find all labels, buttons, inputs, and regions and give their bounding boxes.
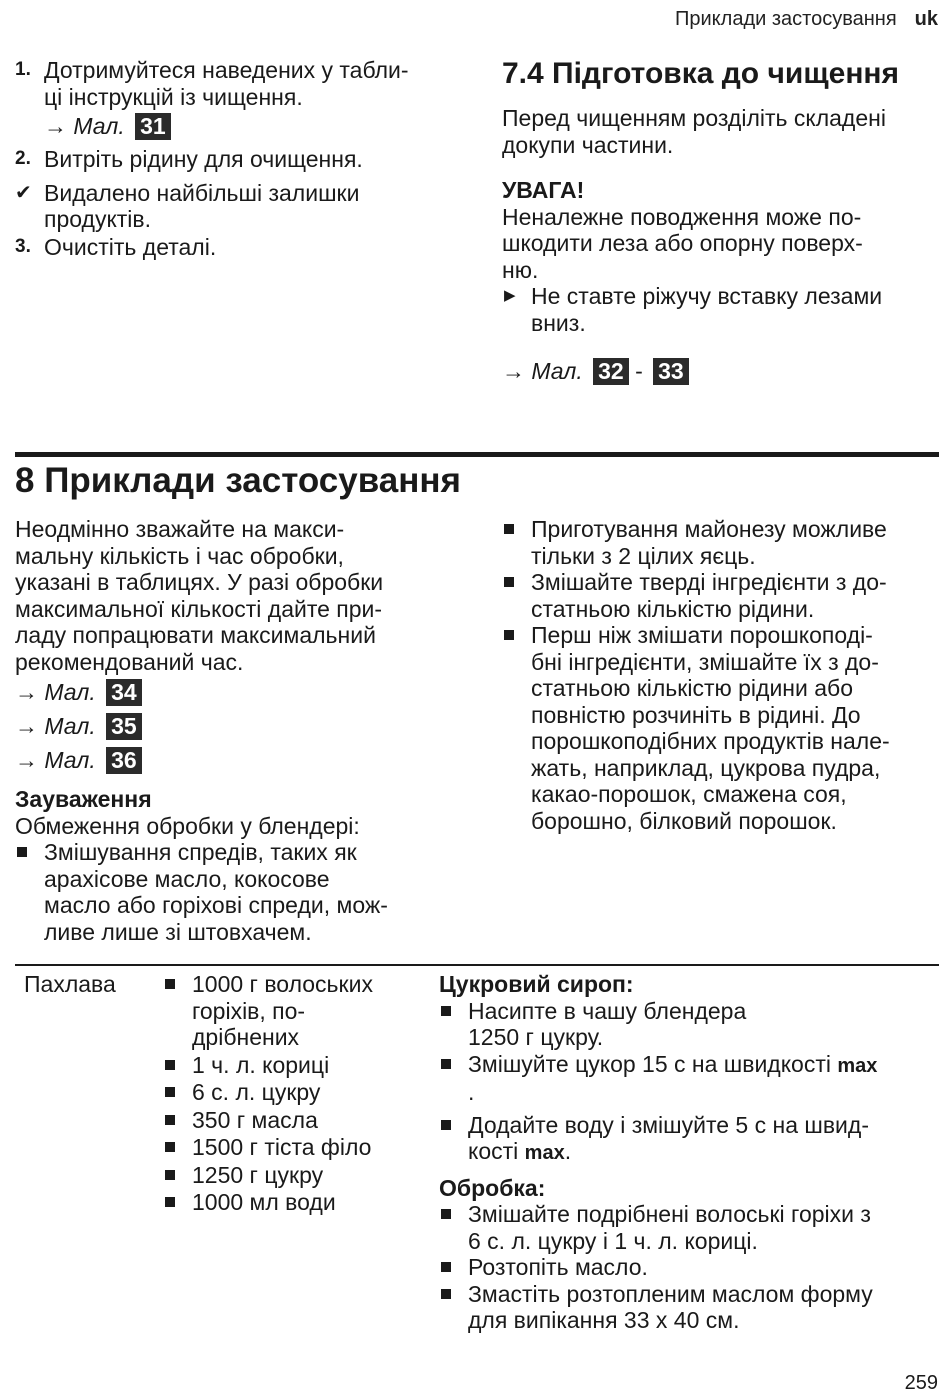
- figure-range-separator: -: [635, 358, 643, 384]
- instruction-line: Змішайте подрібнені волоські горіхи з: [468, 1201, 871, 1227]
- instruction-text: кості: [468, 1138, 519, 1164]
- instruction-line: 6 с. л. цукру і 1 ч. л. кориці.: [468, 1227, 758, 1254]
- section-divider: [15, 452, 939, 457]
- arrow-right-icon: →: [15, 679, 38, 705]
- bullet-line: Перш ніж змішати порошкоподі-: [531, 622, 873, 648]
- paragraph-line: Перед чищенням розділіть складені: [502, 105, 886, 131]
- bullet-line: Приготування майонезу можливе: [531, 516, 887, 542]
- note-title: Зауваження: [15, 786, 152, 812]
- paragraph-line: ладу попрацювати максимальний: [15, 622, 376, 648]
- instruction-line: 1250 г цукру.: [468, 1024, 604, 1050]
- paragraph-line: ню.: [502, 256, 539, 283]
- bullet-line: бні інгредієнти, змішайте їх з до-: [531, 648, 879, 675]
- bullet-line: масло або горіхові спреди, мож-: [44, 892, 388, 918]
- paragraph-line: докупи частини.: [502, 131, 674, 158]
- arrow-right-icon: →: [502, 358, 525, 384]
- recipe-name: Пахлава: [24, 971, 116, 997]
- square-bullet-icon: [165, 979, 175, 989]
- figure-reference: [15, 713, 445, 740]
- figure-label: Мал.: [44, 679, 96, 705]
- arrow-right-icon: →: [15, 747, 38, 773]
- figure-label: Мал.: [44, 747, 96, 773]
- bullet-line: какао-порошок, смажена соя,: [531, 781, 847, 807]
- figure-label: Мал.: [73, 113, 125, 139]
- paragraph-line: мальну кількість і час обробки,: [15, 542, 344, 569]
- ingredients-list: [163, 971, 423, 1216]
- figure-number-badge: 33: [653, 358, 689, 385]
- figure-number-badge: 32: [593, 358, 629, 385]
- bullet-line: порошкоподібних продуктів нале-: [531, 728, 890, 754]
- bullet-line: статньою кількістю рідини або: [531, 675, 853, 701]
- step-text-line: Очистіть деталі.: [44, 233, 217, 260]
- ingredient-line: дрібнених: [192, 1024, 300, 1050]
- speed-setting: max: [524, 1142, 565, 1164]
- figure-reference: [44, 113, 445, 140]
- square-bullet-icon: [165, 1197, 175, 1207]
- instruction-item: [439, 1112, 934, 1167]
- intro-paragraph: [15, 516, 445, 675]
- square-bullet-icon: [504, 630, 514, 640]
- paragraph-line: максимальної кількості дайте при-: [15, 595, 383, 622]
- bullet-line: повністю розчиніть в рідині. До: [531, 701, 861, 728]
- section-8-right: [502, 516, 938, 834]
- instruction-line: для випікання 33 x 40 см.: [468, 1307, 740, 1333]
- ingredient-line: 1500 г тіста філо: [192, 1134, 372, 1160]
- square-bullet-icon: [441, 1120, 451, 1130]
- speed-setting: max: [837, 1054, 878, 1077]
- instruction-line: Змастіть розтопленим маслом форму: [468, 1280, 873, 1307]
- paragraph-line: указані в таблицях. У разі обробки: [15, 569, 384, 595]
- bullet-item: [502, 516, 938, 569]
- ingredient-item: [163, 1079, 423, 1106]
- instruction-item: [439, 1201, 934, 1254]
- square-bullet-icon: [441, 1209, 451, 1219]
- ingredient-item: [163, 1134, 423, 1161]
- instruction-line: .: [468, 1079, 475, 1105]
- figure-number-badge: 31: [135, 113, 171, 140]
- note-bullet-item: [15, 839, 445, 945]
- square-bullet-icon: [441, 1059, 451, 1069]
- square-bullet-icon: [441, 1289, 451, 1299]
- step-1: [15, 57, 445, 140]
- paragraph-line: Неналежне поводження може по-: [502, 203, 862, 230]
- instruction-text: Змішуйте цукор 15 с на швидкості: [468, 1050, 831, 1077]
- checkmark-icon: ✔: [15, 181, 32, 204]
- ingredient-line: 1000 мл води: [192, 1189, 336, 1215]
- instruction-line: Розтопіть масло.: [468, 1254, 648, 1280]
- header-title: Приклади застосування: [675, 8, 897, 30]
- arrow-right-icon: →: [15, 713, 38, 739]
- ingredient-item: [163, 971, 423, 1051]
- paragraph-line: шкодити леза або опорну поверх-: [502, 230, 863, 256]
- figure-label: Мал.: [44, 713, 96, 739]
- note-text: Обмеження обробки у блендері:: [15, 812, 360, 839]
- step-text-line: Витріть рідину для очищення.: [44, 146, 363, 172]
- instruction-line: Насипте в чашу блендера: [468, 997, 747, 1024]
- figure-reference: [502, 358, 938, 385]
- square-bullet-icon: [504, 577, 514, 587]
- triangle-right-icon: ▶: [504, 287, 516, 304]
- warning-text: [502, 204, 938, 284]
- process-title: Обробка:: [439, 1174, 546, 1201]
- syrup-title: Цукровий сироп:: [439, 971, 634, 997]
- square-bullet-icon: [165, 1115, 175, 1125]
- section-7-4: [502, 57, 938, 385]
- instruction-line: Додайте воду і змішуйте 5 с на швид-: [468, 1111, 869, 1138]
- figure-reference: [15, 679, 445, 706]
- step-text-line: Дотримуйтеся наведених у табли-: [44, 57, 409, 83]
- recipe-instructions: [439, 971, 934, 1334]
- step-number: 1.: [15, 59, 31, 80]
- square-bullet-icon: [165, 1087, 175, 1097]
- square-bullet-icon: [165, 1142, 175, 1152]
- instruction-item: [439, 1051, 934, 1106]
- paragraph-line: Неодмінно зважайте на макси-: [15, 516, 345, 542]
- running-header: [675, 6, 938, 33]
- ingredient-line: 1000 г волоських: [192, 971, 373, 997]
- figure-number-badge: 34: [106, 679, 142, 706]
- instruction-item: [502, 283, 938, 336]
- instruction-item: [439, 1254, 934, 1281]
- step-result: [15, 180, 445, 233]
- intro-paragraph: [502, 105, 938, 158]
- ingredient-line: 1250 г цукру: [192, 1161, 324, 1188]
- square-bullet-icon: [165, 1060, 175, 1070]
- instruction-line: [468, 1138, 934, 1167]
- section-8-left: [15, 516, 445, 945]
- arrow-right-icon: →: [44, 113, 67, 139]
- step-3: [15, 234, 445, 261]
- bullet-line: арахісове масло, кокосове: [44, 865, 330, 892]
- paragraph-line: рекомендований час.: [15, 648, 244, 675]
- table-top-rule: [15, 964, 939, 966]
- section-heading: 8 Приклади застосування: [15, 461, 461, 500]
- cleaning-steps: [15, 57, 445, 260]
- ingredient-line: 1 ч. л. кориці: [192, 1051, 330, 1078]
- ingredient-line: 350 г масла: [192, 1106, 318, 1133]
- ingredient-item: [163, 1052, 423, 1079]
- figure-number-badge: 35: [106, 713, 142, 740]
- bullet-line: ливе лише зі штовхачем.: [44, 918, 312, 945]
- result-text-line: Видалено найбільші залишки: [44, 179, 360, 206]
- step-number: 3.: [15, 235, 31, 257]
- bullet-line: тільки з 2 цілих яєць.: [531, 542, 756, 569]
- square-bullet-icon: [441, 1262, 451, 1272]
- warning-title: УВАГА!: [502, 177, 585, 203]
- instruction-line: Не ставте ріжучу вставку лезами: [531, 283, 883, 309]
- instruction-item: [439, 998, 934, 1051]
- instruction-item: [439, 1281, 934, 1334]
- step-text-line: ці інструкцій із чищення.: [44, 83, 303, 110]
- ingredient-item: [163, 1107, 423, 1134]
- ingredient-line: горіхів, по-: [192, 997, 306, 1024]
- bullet-line: статньою кількістю рідини.: [531, 595, 815, 622]
- instruction-text: .: [564, 1138, 572, 1164]
- instruction-line: [468, 1051, 934, 1080]
- step-2: [15, 146, 445, 173]
- square-bullet-icon: [504, 524, 514, 534]
- figure-reference: [15, 747, 445, 774]
- square-bullet-icon: [441, 1006, 451, 1016]
- bullet-line: жать, наприклад, цукрова пудра,: [531, 754, 881, 781]
- bullet-line: Змішування спредів, таких як: [44, 839, 357, 865]
- figure-number-badge: 36: [106, 747, 142, 774]
- bullet-item: [502, 622, 938, 834]
- result-text-line: продуктів.: [44, 206, 152, 232]
- bullet-line: Змішайте тверді інгредієнти з до-: [531, 569, 887, 595]
- square-bullet-icon: [17, 847, 27, 857]
- section-heading: 7.4 Підготовка до чищення: [502, 57, 900, 90]
- step-number: 2.: [15, 148, 31, 169]
- page-number: 259: [904, 1372, 938, 1394]
- ingredient-line: 6 с. л. цукру: [192, 1079, 321, 1105]
- figure-label: Мал.: [531, 358, 583, 384]
- ingredient-item: [163, 1162, 423, 1189]
- instruction-line: вниз.: [531, 309, 586, 336]
- bullet-item: [502, 569, 938, 622]
- square-bullet-icon: [165, 1170, 175, 1180]
- language-code: uk: [914, 8, 938, 30]
- bullet-line: борошно, білковий порошок.: [531, 807, 837, 834]
- ingredient-item: [163, 1189, 423, 1216]
